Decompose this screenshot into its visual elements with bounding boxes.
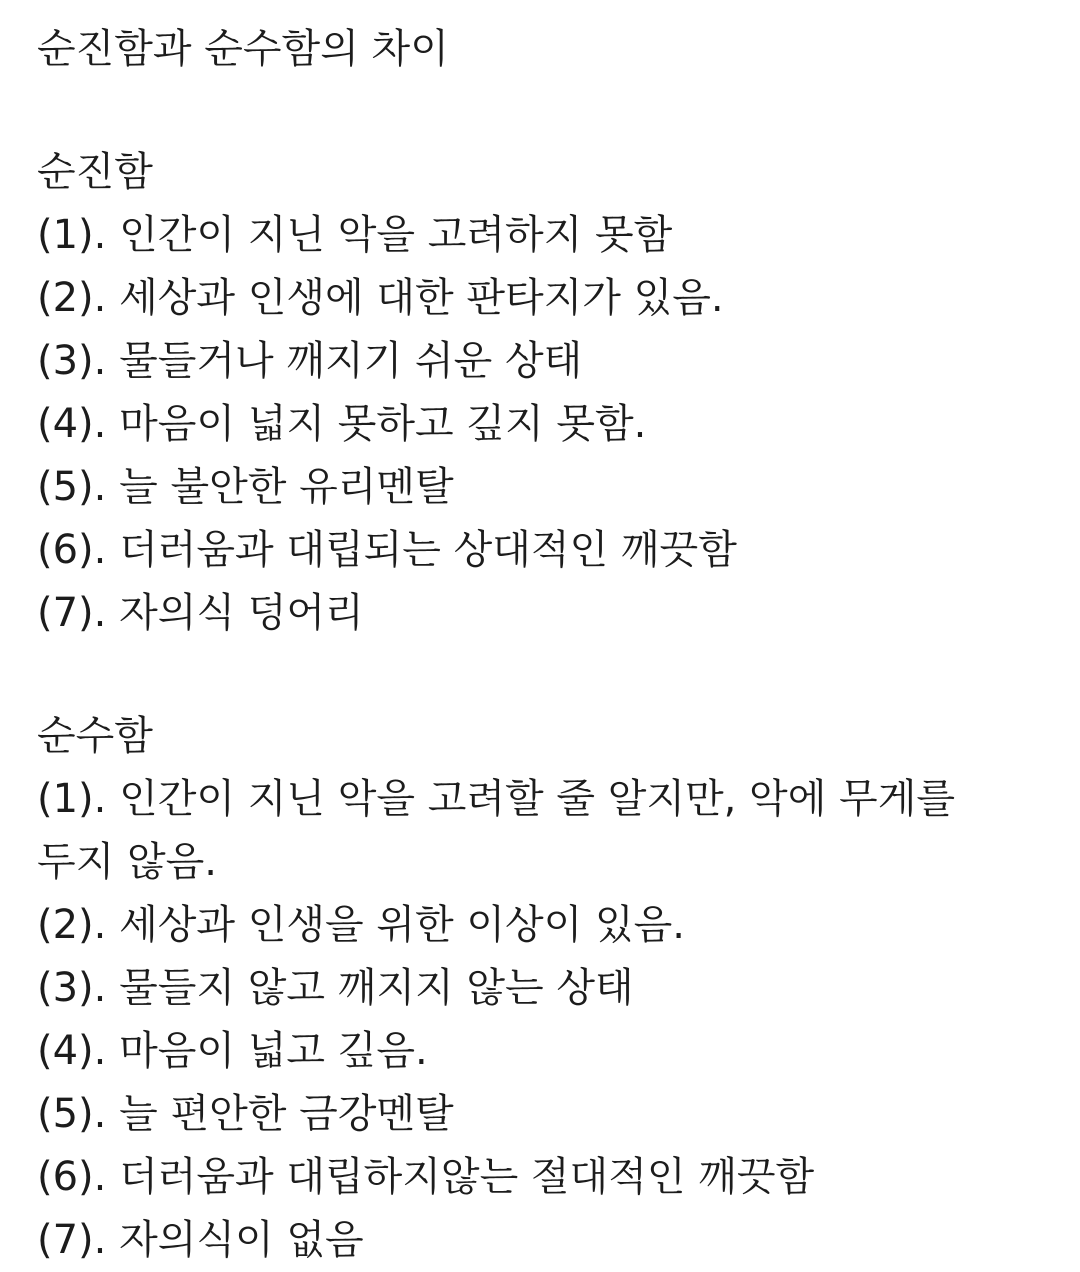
pure-item-1: (1). 인간이 지닌 악을 고려할 줄 알지만, 악에 무게를 [37, 776, 955, 822]
blank-line [37, 81, 1047, 141]
pure-item-2: (2). 세상과 인생을 위한 이상이 있음. [37, 902, 685, 948]
pure-item-3: (3). 물들지 않고 깨지지 않는 상태 [37, 965, 634, 1011]
pure-item-1-continued: 두지 않음. [37, 839, 217, 885]
pure-item-7: (7). 자의식이 없음 [37, 1217, 364, 1263]
naive-item-7: (7). 자의식 덩어리 [37, 590, 364, 636]
naive-item-5: (5). 늘 불안한 유리멘탈 [37, 464, 454, 510]
section-heading-pure: 순수함 [37, 713, 153, 759]
naive-item-6: (6). 더러움과 대립되는 상대적인 깨끗함 [37, 527, 737, 573]
naive-item-1: (1). 인간이 지닌 악을 고려하지 못함 [37, 212, 673, 258]
naive-item-3: (3). 물들거나 깨지기 쉬운 상태 [37, 338, 583, 384]
section-heading-naive: 순진함 [37, 149, 153, 195]
note-title: 순진함과 순수함의 차이 [37, 26, 449, 72]
note-text-body [37, 18, 1047, 1272]
blank-line [37, 645, 1047, 705]
naive-item-4: (4). 마음이 넓지 못하고 깊지 못함. [37, 401, 647, 447]
pure-item-4: (4). 마음이 넓고 깊음. [37, 1028, 428, 1074]
pure-item-6: (6). 더러움과 대립하지않는 절대적인 깨끗함 [37, 1154, 815, 1200]
pure-item-5: (5). 늘 편안한 금강멘탈 [37, 1091, 454, 1137]
naive-item-2: (2). 세상과 인생에 대한 판타지가 있음. [37, 275, 724, 321]
